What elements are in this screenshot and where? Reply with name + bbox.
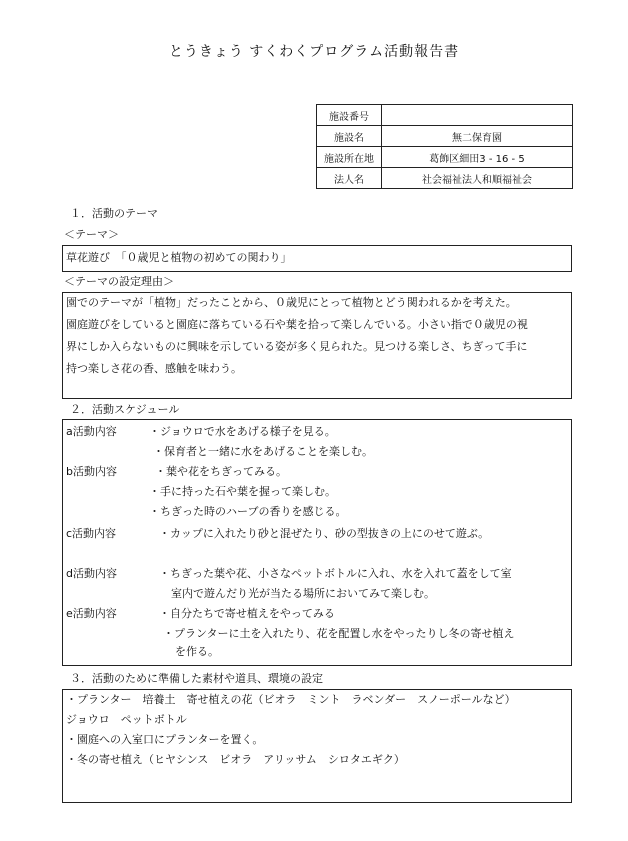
reason-line: 界にしか入らないものに興味を示している姿が多く見られた。見つける楽しさ、ちぎって手に	[66, 340, 528, 353]
facility-name-label: 施設名	[317, 126, 382, 147]
theme-label: ＜テーマ＞	[64, 228, 119, 241]
facility-name-value: 無二保育園	[382, 126, 573, 147]
reason-box	[62, 292, 572, 399]
corporation-label: 法人名	[317, 168, 382, 189]
theme-box	[62, 245, 572, 272]
schedule-line-a: ・保育者と一緒に水をあげることを楽しむ。	[153, 445, 373, 458]
schedule-label-a: a活動内容	[66, 425, 117, 438]
section3-heading: ３．活動のために準備した素材や道具、環境の設定	[70, 672, 323, 685]
facility-address-label: 施設所在地	[317, 147, 382, 168]
facility-row-number	[317, 105, 573, 126]
schedule-line-a: ・ジョウロで水をあげる様子を見る。	[149, 425, 336, 438]
materials-box	[62, 689, 572, 803]
materials-line: ジョウロ ペットボトル	[66, 713, 187, 726]
materials-line: ・冬の寄せ植え（ヒヤシンス ビオラ アリッサム シロタエギク）	[66, 753, 405, 766]
facility-address-value: 葛飾区細田3 - 16 - 5	[382, 147, 573, 168]
schedule-box	[62, 419, 572, 666]
reason-line: 園でのテーマが「植物」だったことから、０歳児にとって植物とどう関われるかを考えた。	[66, 296, 517, 309]
materials-line: ・プランター 培養土 寄せ植えの花（ビオラ ミント ラベンダー スノーポールなど）	[66, 693, 516, 706]
schedule-label-d: d活動内容	[66, 567, 117, 580]
theme-text: 草花遊び 「０歳児と植物の初めての関わり」	[66, 251, 292, 264]
schedule-line-c: ・カップに入れたり砂と混ぜたり、砂の型抜きの上にのせて遊ぶ。	[159, 527, 490, 540]
schedule-label-b: b活動内容	[66, 465, 117, 478]
schedule-line-e: を作る。	[175, 645, 219, 658]
schedule-line-b: ・ちぎった時のハーブの香りを感じる。	[149, 505, 347, 518]
section2-heading: ２．活動スケジュール	[70, 403, 180, 416]
corporation-value: 社会福祉法人和順福祉会	[382, 168, 573, 189]
schedule-line-d: 室内で遊んだり光が当たる場所においてみて楽しむ。	[171, 587, 435, 600]
reason-label: ＜テーマの設定理由＞	[64, 275, 174, 288]
facility-row-address	[317, 147, 573, 168]
schedule-line-e: ・プランターに土を入れたり、花を配置し水をやったりし冬の寄せ植え	[163, 627, 515, 640]
facility-number-value	[382, 105, 573, 126]
report-title: とうきょう すくわくプログラム活動報告書	[168, 44, 460, 60]
section1-heading: １．活動のテーマ	[70, 207, 158, 220]
schedule-line-d: ・ちぎった葉や花、小さなペットボトルに入れ、水を入れて蓋をして室	[159, 567, 512, 580]
facility-row-corporation	[317, 168, 573, 189]
schedule-line-e: ・自分たちで寄せ植えをやってみる	[159, 607, 335, 620]
facility-info-table	[316, 104, 573, 189]
schedule-label-e: e活動内容	[66, 607, 117, 620]
reason-line: 持つ楽しさ花の香、感触を味わう。	[66, 362, 242, 375]
materials-line: ・園庭への入室口にプランターを置く。	[66, 733, 264, 746]
facility-number-label: 施設番号	[317, 105, 382, 126]
schedule-line-b: ・葉や花をちぎってみる。	[155, 465, 287, 478]
reason-line: 園庭遊びをしていると園庭に落ちている石や葉を拾って楽しんでいる。小さい指で０歳児の視	[66, 318, 528, 331]
schedule-line-b: ・手に持った石や葉を握って楽しむ。	[149, 485, 336, 498]
facility-row-name	[317, 126, 573, 147]
schedule-label-c: c活動内容	[66, 527, 117, 540]
